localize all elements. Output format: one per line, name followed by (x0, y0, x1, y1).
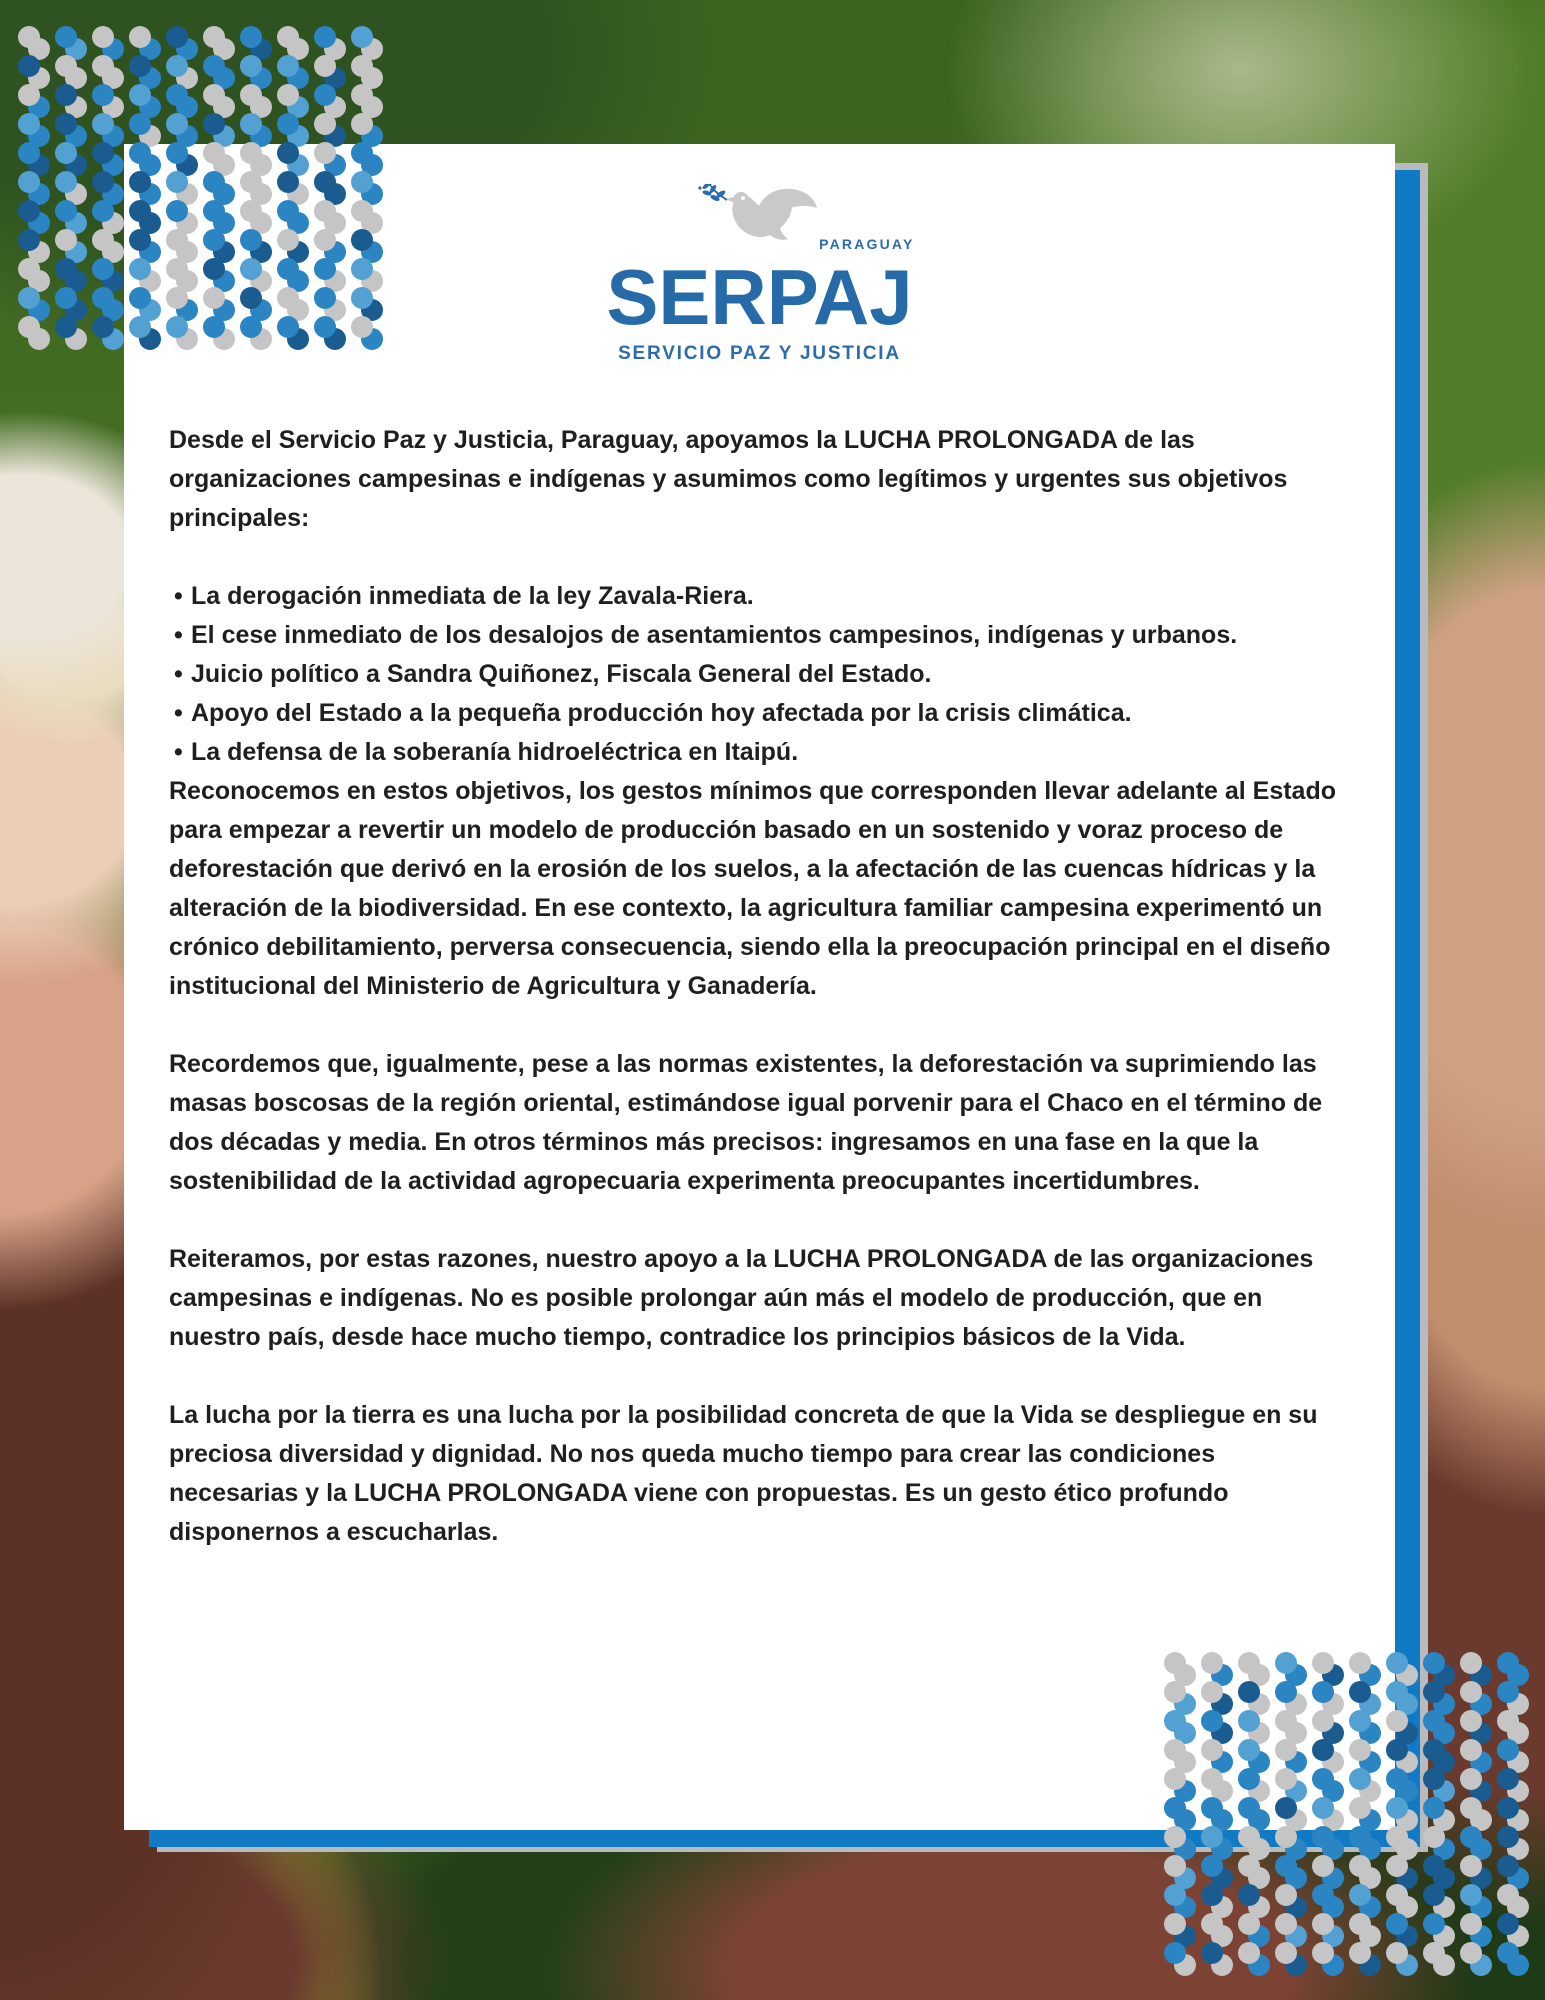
decorative-dot (129, 113, 151, 135)
decorative-dot (1460, 1768, 1482, 1790)
decorative-dot (277, 200, 299, 222)
decorative-dot (1349, 1797, 1371, 1819)
decorative-dot (1460, 1942, 1482, 1964)
decorative-dot (92, 258, 114, 280)
decorative-dot (240, 229, 262, 251)
decorative-dot (1386, 1768, 1408, 1790)
decorative-dot (18, 229, 40, 251)
decorative-dot (314, 26, 336, 48)
decorative-dot (129, 84, 151, 106)
objective-item: • Juicio político a Sandra Quiñonez, Fiscala General del Estado. (169, 655, 1350, 694)
decorative-dot (240, 55, 262, 77)
decorative-dot (351, 55, 373, 77)
decorative-dot (166, 258, 188, 280)
decorative-dot (1275, 1797, 1297, 1819)
body-paragraph: Recordemos que, igualmente, pese a las normas existentes, la deforestación va suprimiendo las masas boscosas de la región oriental, estimándose igual porvenir para el Chaco en el término de dos décadas y media. En otros términos más precisos: ingresamos en una fase en la que la sostenibilidad de la actividad agropecuaria experimenta preocupantes incertidumbres. (169, 1050, 1323, 1195)
decorative-dot (55, 229, 77, 251)
decorative-dot (1164, 1942, 1186, 1964)
decorative-dot (203, 171, 225, 193)
decorative-dot (55, 142, 77, 164)
decorative-dot (1423, 1652, 1445, 1674)
decorative-dot (1423, 1826, 1445, 1848)
decorative-dot (129, 171, 151, 193)
decorative-dot (1423, 1797, 1445, 1819)
decorative-dot (1238, 1884, 1260, 1906)
decorative-dot (55, 200, 77, 222)
decorative-dot (1312, 1652, 1334, 1674)
decorative-dot (1460, 1797, 1482, 1819)
decorative-dot (1497, 1710, 1519, 1732)
decorative-dot (351, 316, 373, 338)
decorative-dot (1497, 1826, 1519, 1848)
decorative-dot (1497, 1768, 1519, 1790)
decorative-dot (55, 55, 77, 77)
decorative-dot (314, 200, 336, 222)
decorative-dot (55, 316, 77, 338)
decorative-dot (277, 142, 299, 164)
decorative-dot (1386, 1710, 1408, 1732)
decorative-dot (1460, 1710, 1482, 1732)
decorative-dot (1460, 1652, 1482, 1674)
decorative-dot (1238, 1855, 1260, 1877)
decorative-dot (1312, 1913, 1334, 1935)
decorative-dot (166, 26, 188, 48)
decorative-dot (1312, 1768, 1334, 1790)
decorative-dot (129, 229, 151, 251)
decorative-dot (1386, 1942, 1408, 1964)
decorative-dot (1164, 1797, 1186, 1819)
decorative-dot (240, 142, 262, 164)
decorative-dot (314, 258, 336, 280)
decorative-dot (203, 84, 225, 106)
decorative-dot (92, 229, 114, 251)
decorative-dot (240, 287, 262, 309)
decorative-dot (351, 26, 373, 48)
decorative-dot (92, 287, 114, 309)
dot-pattern-bottom-right (1164, 1652, 1545, 2000)
decorative-dot (1238, 1942, 1260, 1964)
decorative-dot (1275, 1826, 1297, 1848)
decorative-dot (1275, 1942, 1297, 1964)
statement-body (169, 421, 1350, 1552)
decorative-dot (314, 84, 336, 106)
decorative-dot (18, 55, 40, 77)
decorative-dot (166, 316, 188, 338)
decorative-dot (18, 142, 40, 164)
decorative-dot (1201, 1739, 1223, 1761)
decorative-dot (1275, 1739, 1297, 1761)
decorative-dot (1460, 1681, 1482, 1703)
decorative-dot (277, 171, 299, 193)
decorative-dot (1497, 1652, 1519, 1674)
decorative-dot (1312, 1681, 1334, 1703)
decorative-dot (314, 171, 336, 193)
objective-item: • La defensa de la soberanía hidroeléctrica en Itaipú. (169, 733, 1350, 772)
decorative-dot (129, 26, 151, 48)
decorative-dot (1238, 1826, 1260, 1848)
body-paragraphs (169, 772, 1350, 1552)
decorative-dot (203, 26, 225, 48)
decorative-dot (314, 316, 336, 338)
decorative-dot (1423, 1681, 1445, 1703)
decorative-dot (1349, 1855, 1371, 1877)
decorative-dot (1460, 1739, 1482, 1761)
decorative-dot (277, 316, 299, 338)
decorative-dot (1238, 1710, 1260, 1732)
decorative-dot (1386, 1652, 1408, 1674)
decorative-dot (1164, 1681, 1186, 1703)
decorative-dot (1349, 1942, 1371, 1964)
decorative-dot (277, 229, 299, 251)
decorative-dot (129, 258, 151, 280)
dove-olive-branch-icon (685, 184, 835, 256)
decorative-dot (1275, 1884, 1297, 1906)
decorative-dot (351, 229, 373, 251)
decorative-dot (1164, 1826, 1186, 1848)
logo-acronym: SERPAJ (606, 253, 913, 341)
decorative-dot (1164, 1884, 1186, 1906)
logo-country-label: PARAGUAY (819, 236, 915, 252)
decorative-dot (18, 84, 40, 106)
decorative-dot (1201, 1710, 1223, 1732)
decorative-dot (203, 113, 225, 135)
decorative-dot (1201, 1681, 1223, 1703)
body-paragraph: Reiteramos, por estas razones, nuestro apoyo a la LUCHA PROLONGADA de las organizaciones campesinas e indígenas. No es posible prolongar aún más el modelo de producción, que en nuestro país, desde hace mucho tiempo, contradice los principios básicos de la Vida. (169, 1245, 1314, 1351)
decorative-dot (203, 142, 225, 164)
decorative-dot (203, 200, 225, 222)
decorative-dot (18, 26, 40, 48)
decorative-dot (129, 316, 151, 338)
decorative-dot (1349, 1652, 1371, 1674)
decorative-dot (1349, 1826, 1371, 1848)
decorative-dot (1386, 1855, 1408, 1877)
decorative-dot (18, 113, 40, 135)
decorative-dot (166, 84, 188, 106)
decorative-dot (129, 200, 151, 222)
decorative-dot (351, 287, 373, 309)
decorative-dot (55, 258, 77, 280)
decorative-dot (1312, 1884, 1334, 1906)
decorative-dot (1201, 1942, 1223, 1964)
decorative-dot (1201, 1826, 1223, 1848)
body-paragraph: La lucha por la tierra es una lucha por la posibilidad concreta de que la Vida se despliegue en su preciosa diversidad y dignidad. No nos queda mucho tiempo para crear las condiciones necesarias y la LUCHA PROLONGADA viene con propuestas. Es un gesto ético profundo disponernos a escucharlas. (169, 1401, 1318, 1546)
decorative-dot (240, 113, 262, 135)
decorative-dot (92, 200, 114, 222)
decorative-dot (314, 287, 336, 309)
decorative-dot (92, 113, 114, 135)
decorative-dot (1201, 1768, 1223, 1790)
decorative-dot (1201, 1884, 1223, 1906)
decorative-dot (1423, 1739, 1445, 1761)
decorative-dot (129, 55, 151, 77)
decorative-dot (1497, 1884, 1519, 1906)
decorative-dot (351, 84, 373, 106)
decorative-dot (1423, 1913, 1445, 1935)
decorative-dot (277, 55, 299, 77)
decorative-dot (1238, 1913, 1260, 1935)
decorative-dot (240, 26, 262, 48)
decorative-dot (1460, 1826, 1482, 1848)
decorative-dot (55, 171, 77, 193)
decorative-dot (314, 142, 336, 164)
decorative-dot (1164, 1739, 1186, 1761)
decorative-dot (1201, 1797, 1223, 1819)
statement-card (124, 144, 1395, 1830)
decorative-dot (277, 26, 299, 48)
decorative-dot (1312, 1797, 1334, 1819)
decorative-dot (1497, 1913, 1519, 1935)
decorative-dot (1275, 1710, 1297, 1732)
decorative-dot (18, 171, 40, 193)
decorative-dot (1423, 1942, 1445, 1964)
decorative-dot (55, 84, 77, 106)
dot-pattern-top-left (18, 26, 380, 364)
decorative-dot (1275, 1652, 1297, 1674)
decorative-dot (1497, 1797, 1519, 1819)
decorative-dot (1349, 1681, 1371, 1703)
decorative-dot (129, 142, 151, 164)
serpaj-logo (605, 184, 915, 365)
decorative-dot (18, 316, 40, 338)
decorative-dot (166, 55, 188, 77)
decorative-dot (166, 229, 188, 251)
decorative-dot (1349, 1739, 1371, 1761)
decorative-dot (240, 258, 262, 280)
decorative-dot (1497, 1681, 1519, 1703)
logo-subtitle: SERVICIO PAZ Y JUSTICIA (618, 343, 901, 364)
decorative-dot (1386, 1826, 1408, 1848)
decorative-dot (92, 171, 114, 193)
decorative-dot (18, 258, 40, 280)
decorative-dot (55, 113, 77, 135)
decorative-dot (1164, 1710, 1186, 1732)
decorative-dot (1497, 1855, 1519, 1877)
decorative-dot (351, 113, 373, 135)
decorative-dot (203, 258, 225, 280)
decorative-dot (1238, 1681, 1260, 1703)
decorative-dot (277, 84, 299, 106)
decorative-dot (1386, 1739, 1408, 1761)
decorative-dot (240, 171, 262, 193)
decorative-dot (1275, 1855, 1297, 1877)
decorative-dot (166, 142, 188, 164)
decorative-dot (240, 316, 262, 338)
decorative-dot (18, 200, 40, 222)
decorative-dot (1423, 1710, 1445, 1732)
decorative-dot (92, 84, 114, 106)
decorative-dot (277, 287, 299, 309)
decorative-dot (1201, 1855, 1223, 1877)
decorative-dot (277, 113, 299, 135)
decorative-dot (1349, 1913, 1371, 1935)
decorative-dot (1460, 1855, 1482, 1877)
decorative-dot (1386, 1884, 1408, 1906)
decorative-dot (1201, 1652, 1223, 1674)
decorative-dot (1238, 1652, 1260, 1674)
body-paragraph: Reconocemos en estos objetivos, los gestos mínimos que corresponden llevar adelante al Estado para empezar a revertir un modelo de producción basado en un sostenido y voraz proceso de deforestación que derivó en la erosión de los suelos, a la afectación de las cuencas hídricas y la alteración de la biodiversidad. En ese contexto, la agricultura familiar campesina experimentó un crónico debilitamiento, perversa consecuencia, siendo ella la preocupación principal en el diseño institucional del Ministerio de Agricultura y Ganadería. (169, 777, 1337, 1000)
decorative-dot (1238, 1739, 1260, 1761)
decorative-dot (1164, 1652, 1186, 1674)
decorative-dot (203, 229, 225, 251)
decorative-dot (1423, 1884, 1445, 1906)
decorative-dot (1460, 1913, 1482, 1935)
decorative-dot (1275, 1768, 1297, 1790)
decorative-dot (166, 287, 188, 309)
decorative-dot (92, 26, 114, 48)
decorative-dot (314, 113, 336, 135)
decorative-dot (1497, 1739, 1519, 1761)
decorative-dot (1497, 1942, 1519, 1964)
decorative-dot (1386, 1797, 1408, 1819)
decorative-dot (203, 287, 225, 309)
decorative-dot (1423, 1768, 1445, 1790)
decorative-dot (1275, 1913, 1297, 1935)
objective-item: • La derogación inmediata de la ley Zavala-Riera. (169, 577, 1350, 616)
decorative-dot (277, 258, 299, 280)
decorative-dot (92, 142, 114, 164)
decorative-dot (92, 55, 114, 77)
decorative-dot (1423, 1855, 1445, 1877)
decorative-dot (55, 26, 77, 48)
decorative-dot (55, 287, 77, 309)
decorative-dot (1386, 1913, 1408, 1935)
decorative-dot (1386, 1681, 1408, 1703)
decorative-dot (203, 55, 225, 77)
objectives-list (169, 577, 1350, 772)
decorative-dot (1349, 1710, 1371, 1732)
decorative-dot (129, 287, 151, 309)
decorative-dot (1312, 1710, 1334, 1732)
decorative-dot (1164, 1768, 1186, 1790)
decorative-dot (1312, 1855, 1334, 1877)
decorative-dot (240, 200, 262, 222)
decorative-dot (92, 316, 114, 338)
decorative-dot (240, 84, 262, 106)
objective-item: • Apoyo del Estado a la pequeña producción hoy afectada por la crisis climática. (169, 694, 1350, 733)
decorative-dot (1201, 1913, 1223, 1935)
decorative-dot (1349, 1884, 1371, 1906)
decorative-dot (351, 142, 373, 164)
decorative-dot (314, 55, 336, 77)
objective-item: • El cese inmediato de los desalojos de asentamientos campesinos, indígenas y urbanos. (169, 616, 1350, 655)
decorative-dot (166, 113, 188, 135)
decorative-dot (1164, 1913, 1186, 1935)
decorative-dot (1312, 1739, 1334, 1761)
decorative-dot (1164, 1855, 1186, 1877)
decorative-dot (351, 200, 373, 222)
decorative-dot (1275, 1681, 1297, 1703)
decorative-dot (1349, 1768, 1371, 1790)
decorative-dot (18, 287, 40, 309)
decorative-dot (1238, 1768, 1260, 1790)
decorative-dot (314, 229, 336, 251)
decorative-dot (1238, 1797, 1260, 1819)
decorative-dot (203, 316, 225, 338)
intro-paragraph: Desde el Servicio Paz y Justicia, Paraguay, apoyamos la LUCHA PROLONGADA de las organizaciones campesinas e indígenas y asumimos como legítimos y urgentes sus objetivos principales: (169, 426, 1288, 532)
decorative-dot (1460, 1884, 1482, 1906)
decorative-dot (166, 200, 188, 222)
decorative-dot (351, 258, 373, 280)
decorative-dot (1312, 1942, 1334, 1964)
decorative-dot (1312, 1826, 1334, 1848)
decorative-dot (166, 171, 188, 193)
decorative-dot (351, 171, 373, 193)
